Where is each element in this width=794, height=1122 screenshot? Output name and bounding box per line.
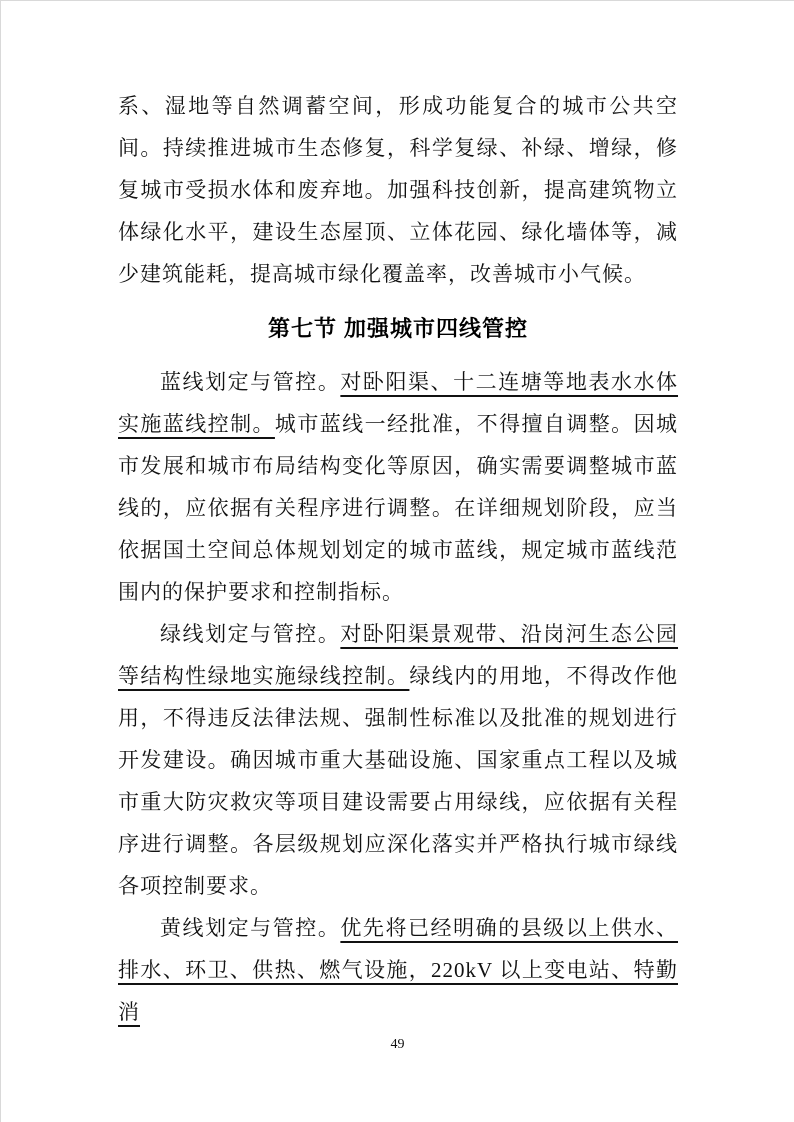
- green-line-rest: 绿线内的用地，不得改作他用，不得违反法律法规、强制性标准以及批准的规划进行开发建设。确因城市重大基础设施、国家重点工程以及城市重大防灾救灾等项目建设需要占用绿线，应依据有关程序进行调整。各层级规划应深化落实并严格执行城市绿线各项控制要求。: [118, 664, 679, 898]
- blue-line-underlined-text: 对卧阳渠、十二连塘等地表水水体实施蓝线控制。: [118, 370, 679, 436]
- green-line-lead: 绿线划定与管控。: [160, 622, 341, 646]
- paragraph-blue-line: [118, 361, 678, 613]
- paragraph-green-line: [118, 613, 678, 907]
- yellow-line-lead: 黄线划定与管控。: [160, 916, 341, 940]
- yellow-line-underlined-text: 优先将已经明确的县级以上供水、排水、环卫、供热、燃气设施，220kV 以上变电站、特勤消: [118, 916, 679, 1024]
- page-content: [1, 1, 794, 1033]
- page-number: 49: [390, 1037, 405, 1052]
- green-line-underlined-text: 对卧阳渠景观带、沿岗河生态公园等结构性绿地实施绿线控制。: [118, 622, 679, 688]
- page-footer: [1, 1035, 794, 1053]
- paragraph-intro: 系、湿地等自然调蓄空间，形成功能复合的城市公共空间。持续推进城市生态修复，科学复绿、补绿、增绿，修复城市受损水体和废弃地。加强科技创新，提高建筑物立体绿化水平，建设生态屋顶、立体花园、绿化墙体等，减少建筑能耗，提高城市绿化覆盖率，改善城市小气候。: [118, 94, 678, 286]
- blue-line-lead: 蓝线划定与管控。: [160, 370, 341, 394]
- paragraph-yellow-line: [118, 907, 678, 1033]
- section-heading: 第七节 加强城市四线管控: [267, 316, 529, 341]
- blue-line-rest: 城市蓝线一经批准，不得擅自调整。因城市发展和城市布局结构变化等原因，确实需要调整城市蓝线的，应依据有关程序进行调整。在详细规划阶段，应当依据国土空间总体规划划定的城市蓝线，规定城市蓝线范围内的保护要求和控制指标。: [118, 412, 679, 604]
